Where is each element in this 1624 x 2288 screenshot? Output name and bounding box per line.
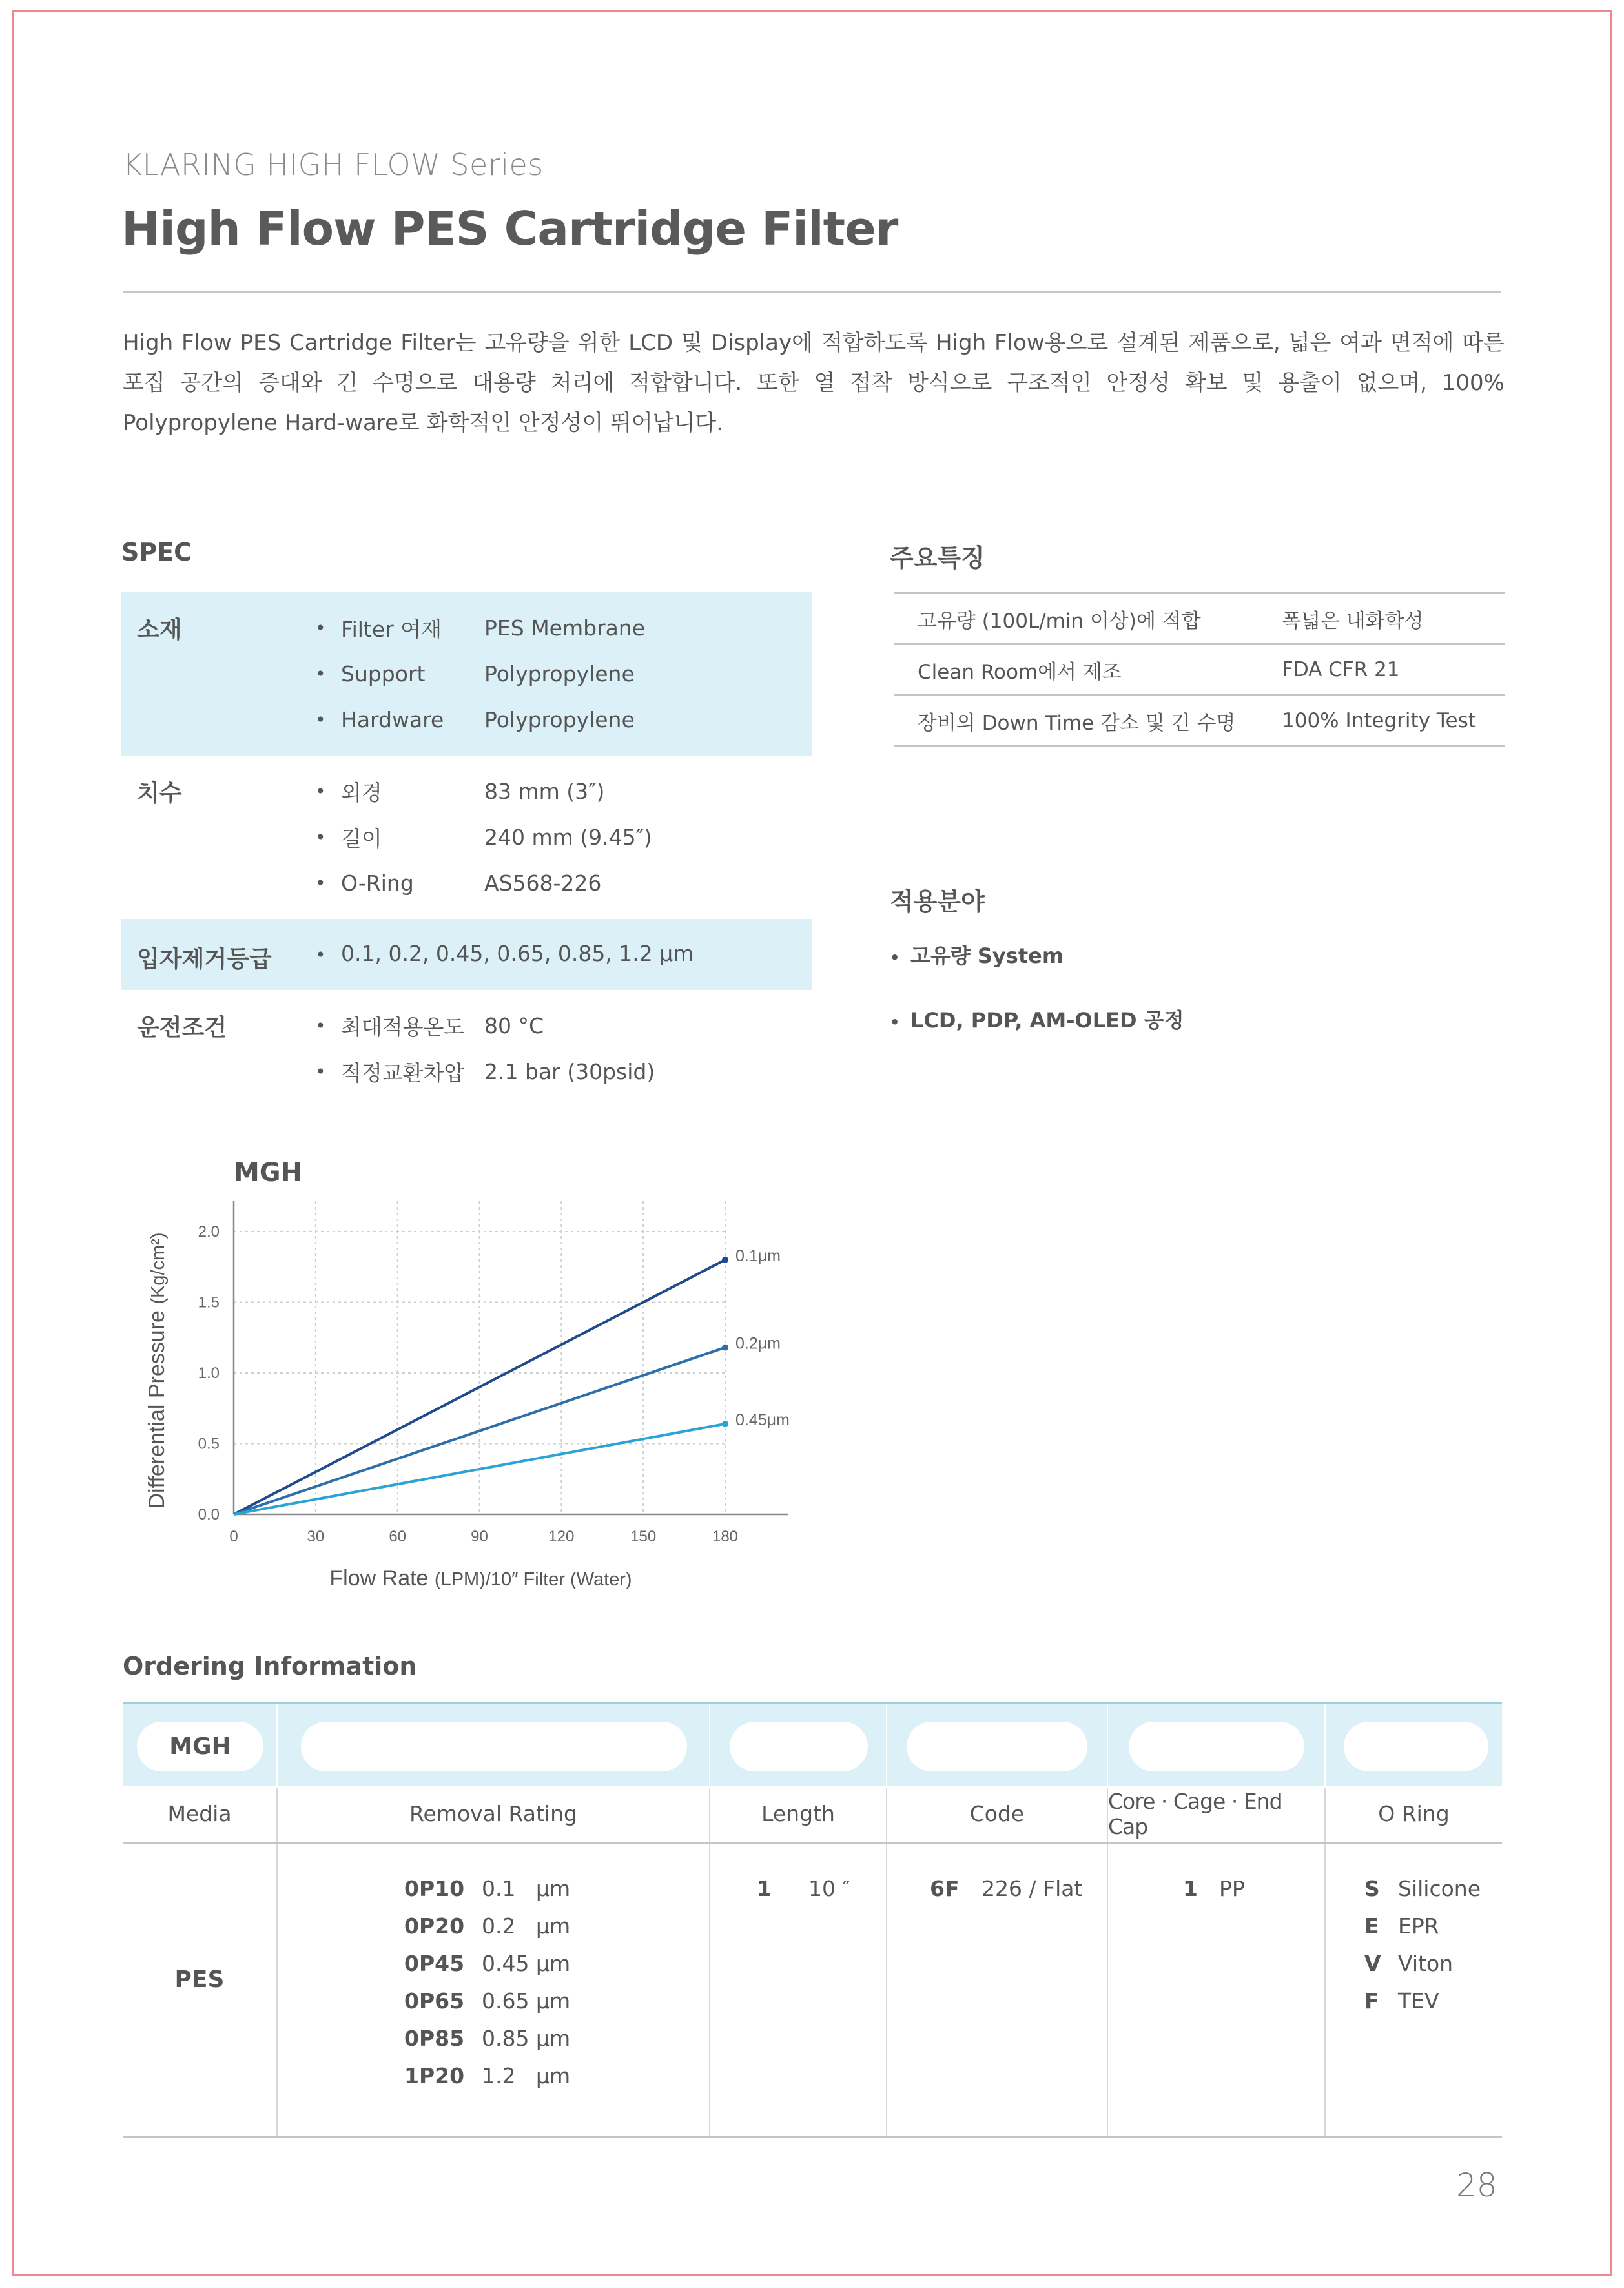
chart-title: MGH <box>234 1158 303 1188</box>
spec-heading: SPEC <box>121 538 192 566</box>
removal-list <box>404 1870 570 2094</box>
spec-grade <box>121 919 812 990</box>
series-label: 0.1μm <box>735 1246 781 1265</box>
spec-row: • Support Polypropylene <box>315 661 635 686</box>
pressure-flow-chart <box>142 1188 827 1608</box>
col-media: Media <box>123 1786 278 1842</box>
ordering-body-row <box>123 1844 1502 2138</box>
y-tick-label: 0.5 <box>198 1435 220 1453</box>
ordering-code-row <box>123 1702 1502 1786</box>
oring-list <box>1364 1870 1481 2019</box>
series-label: KLARING HIGH FLOW Series <box>123 147 544 182</box>
x-tick-label: 90 <box>471 1528 488 1545</box>
list-item: E EPR <box>1364 1913 1439 1939</box>
spec-row: • 길이 240 mm (9.45″) <box>315 825 652 851</box>
col-core: Core · Cage · End Cap <box>1108 1786 1326 1842</box>
feature-row: Clean Room에서 제조 FDA CFR 21 <box>894 645 1505 696</box>
spec-operating-label: 운전조건 <box>137 1015 227 1041</box>
removal-pill <box>301 1722 687 1771</box>
series-end-point <box>722 1421 728 1427</box>
code-pill <box>907 1722 1087 1771</box>
y-tick-label: 2.0 <box>198 1223 220 1241</box>
length-list <box>757 1870 850 1907</box>
spec-row: • Filter 여재 PES Membrane <box>315 615 646 642</box>
feature-row: 장비의 Down Time 감소 및 긴 수명 100% Integrity Test <box>894 696 1505 747</box>
list-item: 0P20 0.2 μm <box>404 1913 571 1939</box>
col-removal: Removal Rating <box>278 1786 710 1842</box>
core-pill <box>1129 1722 1304 1771</box>
spec-row: • 적정교환차압 2.1 bar (30psid) <box>315 1059 655 1086</box>
spec-material-label: 소재 <box>137 617 182 643</box>
series-end-point <box>722 1345 728 1351</box>
y-axis-title: Differential Pressure (Kg/cm²) <box>145 1232 169 1509</box>
series-end-point <box>722 1257 728 1263</box>
x-tick-label: 150 <box>630 1528 657 1545</box>
x-tick-label: 0 <box>229 1528 238 1545</box>
series-line <box>234 1424 725 1514</box>
series-label: 0.45μm <box>735 1410 790 1429</box>
length-pill <box>730 1722 868 1771</box>
list-item: 0P45 0.45 μm <box>404 1950 571 1976</box>
application-item: • LCD, PDP, AM-OLED 공정 <box>890 1008 1184 1033</box>
ordering-table <box>123 1702 1502 2138</box>
application-item: • 고유량 System <box>890 943 1064 968</box>
spec-dimension <box>121 756 812 919</box>
list-item: 1 10 ″ <box>757 1875 850 1901</box>
y-tick-label: 0.0 <box>198 1506 220 1523</box>
series-label: 0.2μm <box>735 1334 781 1353</box>
spec-dimension-label: 치수 <box>137 780 182 807</box>
list-item: S Silicone <box>1364 1875 1481 1901</box>
y-tick-label: 1.5 <box>198 1293 220 1312</box>
spec-row: • O-Ring AS568-226 <box>315 871 602 896</box>
list-item: 0P85 0.85 μm <box>404 2025 571 2051</box>
x-tick-label: 30 <box>307 1528 325 1545</box>
x-tick-label: 60 <box>389 1528 407 1545</box>
feature-row: 고유량 (100L/min 이상)에 적합 폭넓은 내화학성 <box>894 594 1505 645</box>
x-axis-title: Flow Rate (LPM)/10″ Filter (Water) <box>329 1566 632 1591</box>
applications-heading: 적용분야 <box>890 887 985 916</box>
list-item: 0P10 0.1 μm <box>404 1875 571 1901</box>
x-tick-label: 180 <box>712 1528 739 1545</box>
col-length: Length <box>710 1786 887 1842</box>
ordering-header-row <box>123 1786 1502 1844</box>
oring-pill <box>1344 1722 1488 1771</box>
media-value: PES <box>174 1966 225 1993</box>
features-table <box>894 592 1505 747</box>
core-list <box>1183 1870 1245 1907</box>
list-item: 1P20 1.2 μm <box>404 2063 571 2088</box>
ordering-heading: Ordering Information <box>123 1652 417 1680</box>
col-oring: O Ring <box>1378 1801 1450 1826</box>
model-pill: MGH <box>137 1722 263 1771</box>
spec-material <box>121 592 812 756</box>
title-divider <box>123 291 1501 293</box>
description: High Flow PES Cartridge Filter는 고유량을 위한 LCD 및 Display에 적합하도록 High Flow용으로 설계된 제품으로, 넓은 여과 면적에 따른 포집 공간의 증대와 긴 수명으로 대용량 처리에 적합합니다. 또한 열 접착 방식으로 구조적인 안정성 확보 및 용출이 없으며, 100% Polypropylene Hard-ware로 화학적인 안정성이 뛰어납니다. <box>123 330 1505 436</box>
spec-row: • 외경 83 mm (3″) <box>315 779 605 805</box>
features-heading: 주요특징 <box>890 544 985 572</box>
page-title: High Flow PES Cartridge Filter <box>121 201 898 256</box>
x-tick-label: 120 <box>548 1528 575 1545</box>
spec-row: • 최대적용온도 80 °C <box>315 1013 544 1040</box>
list-item: 0P65 0.65 μm <box>404 1988 571 2014</box>
spec-row: • Hardware Polypropylene <box>315 707 635 732</box>
page-number: 28 <box>1456 2167 1497 2204</box>
list-item: V Viton <box>1364 1950 1454 1976</box>
list-item: 6F 226 / Flat <box>930 1875 1083 1901</box>
col-code: Code <box>887 1786 1108 1842</box>
spec-grade-label: 입자제거등급 <box>137 946 272 973</box>
list-item: F TEV <box>1364 1988 1439 2014</box>
list-item: 1 PP <box>1183 1875 1245 1901</box>
y-tick-label: 1.0 <box>198 1365 220 1382</box>
spec-table <box>121 592 812 1108</box>
spec-grade-value: • 0.1, 0.2, 0.45, 0.65, 0.85, 1.2 μm <box>315 941 694 966</box>
spec-operating <box>121 990 812 1108</box>
code-list <box>930 1870 1082 1907</box>
